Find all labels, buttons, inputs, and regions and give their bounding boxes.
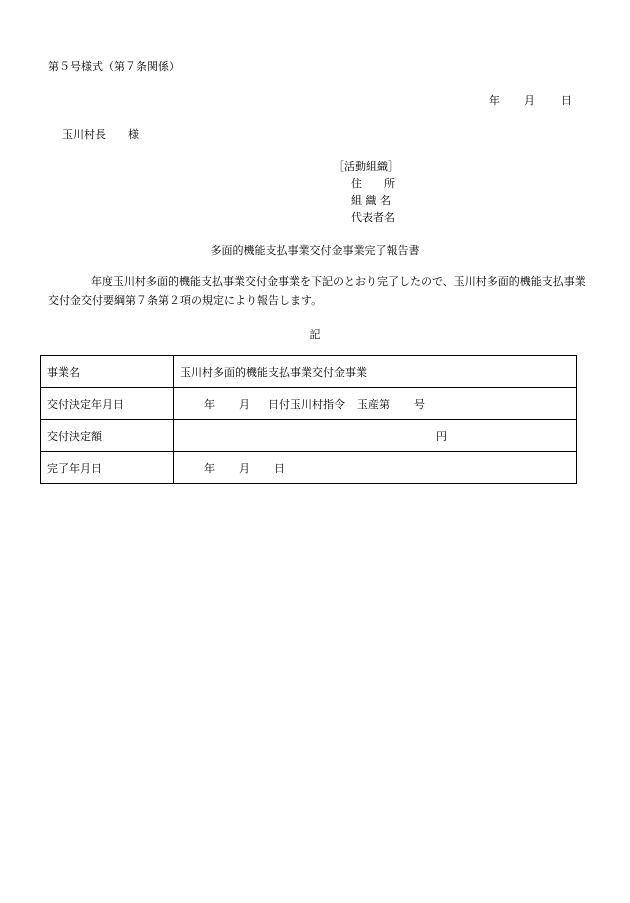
organization-heading: ［活動組織］ <box>333 160 399 173</box>
decision-amount-value <box>174 420 577 452</box>
decision-year: 年 <box>204 397 215 411</box>
addressee-title: 様 <box>128 128 139 141</box>
table-row <box>41 388 577 420</box>
decision-number-prefix: 玉産第 <box>357 397 390 411</box>
form-number: 第５号様式（第７条関係） <box>48 60 180 73</box>
decision-date-label: 交付決定年月日 <box>41 388 174 420</box>
completion-month: 月 <box>239 461 250 475</box>
ki-heading: 記 <box>309 328 321 341</box>
decision-amount-label: 交付決定額 <box>41 420 174 452</box>
project-name-value: 玉川村多面的機能支払事業交付金事業 <box>174 356 577 388</box>
decision-number-suffix: 号 <box>414 397 425 411</box>
decision-order: 日付玉川村指令 <box>268 397 345 411</box>
completion-year: 年 <box>204 461 215 475</box>
project-name-label: 事業名 <box>41 356 174 388</box>
date-year: 年 <box>489 94 500 107</box>
org-name-label: 組 織 名 <box>351 194 391 207</box>
decision-month: 月 <box>239 397 250 411</box>
table-row <box>41 420 577 452</box>
detail-table <box>40 355 577 484</box>
address-label: 住 所 <box>351 177 395 190</box>
completion-day: 日 <box>274 461 285 475</box>
completion-date-value <box>174 452 577 484</box>
organization-block <box>333 158 399 226</box>
addressee-name: 玉川村長 <box>62 128 106 141</box>
date-month: 月 <box>524 94 535 107</box>
decision-date-value <box>174 388 577 420</box>
body-text: 年度玉川村多面的機能支払事業交付金事業を下記のとおり完了したので、玉川村多面的機能支払事業交付金交付要綱第７条第２項の規定により報告します。 <box>48 275 586 307</box>
report-date <box>489 92 572 108</box>
date-day: 日 <box>561 94 572 107</box>
representative-label: 代表者名 <box>351 211 395 224</box>
table-row <box>41 452 577 484</box>
amount-unit: 円 <box>436 429 447 443</box>
table-row <box>41 356 577 388</box>
addressee <box>62 126 139 142</box>
completion-date-label: 完了年月日 <box>41 452 174 484</box>
document-title: 多面的機能支払事業交付金事業完了報告書 <box>210 244 420 257</box>
